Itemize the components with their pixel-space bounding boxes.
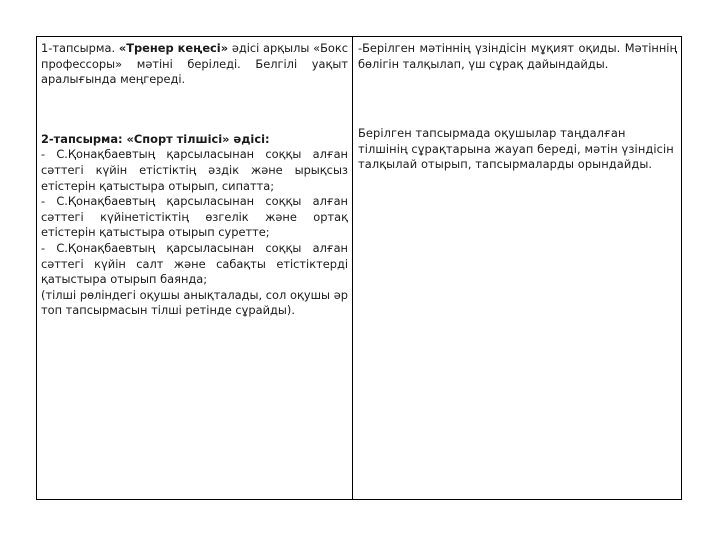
task1-label: 1-тапсырма. [41, 41, 116, 55]
task2-item-2: - С.Қонақбаевтың қарсыласынан соққы алған сәттегі күйінетістіктің өзгелік және ортақ етістерін қатыстыра отырып суретте; [41, 194, 348, 240]
task-table [36, 36, 682, 500]
task1-text: әдісі арқылы «Бокс профессоры» мәтіні беріледі. Белгілі уақыт аралығында меңгереді. [41, 41, 348, 87]
student-activity-column [353, 37, 681, 499]
task2-title: 2-тапсырма: «Спорт тілшісі» әдісі: [41, 131, 270, 146]
task1-paragraph [41, 41, 348, 88]
task2-student-text: Берілген тапсырмада оқушылар таңдалған тілшінің сұрақтарына жауап береді, мәтін үзіндісін талқылай отырып, тапсырмаларды орындайды. [358, 126, 674, 172]
task1-student-text: -Берілген мәтіннің үзіндісін мұқият оқиды. Мәтіннің бөлігін талқылап, үш сұрақ дайындайды. [358, 41, 677, 71]
task2-item-1: - С.Қонақбаевтың қарсыласынан соққы алған сәттегі күйін етістіктің әздік және ырықсыз етістерін қатыстыра отырып, сипатта; [41, 147, 348, 193]
teacher-activity-column [37, 37, 353, 499]
task2-note: (тілші рөліндегі оқушы анықталады, сол оқушы әр топ тапсырмасын тілші ретінде сұрайды). [41, 287, 348, 318]
task2-item-3: - С.Қонақбаевтың қарсыласынан соққы алған сәттегі күйін салт және сабақты етістіктерді қатыстыра отырып баянда; [41, 240, 348, 287]
task1-method: «Тренер кеңесі» [118, 41, 229, 55]
